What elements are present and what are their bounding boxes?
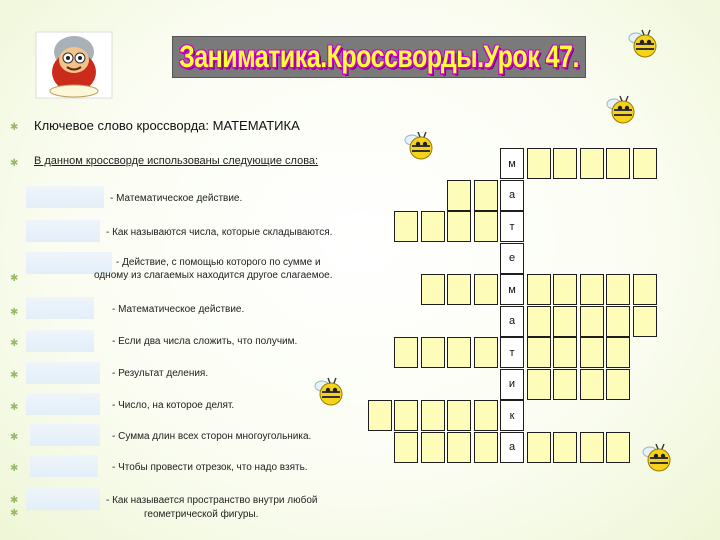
bullet-icon: ✱: [10, 495, 19, 506]
keyword-cell: е: [500, 243, 524, 274]
crossword-cell[interactable]: [447, 211, 471, 242]
crossword-cell[interactable]: [474, 274, 498, 305]
crossword-cell[interactable]: [447, 274, 471, 305]
bullet-icon: ✱: [10, 338, 19, 349]
bullet-icon: ✱: [10, 432, 19, 443]
clue-text: - Результат деления.: [112, 368, 209, 379]
crossword-cell[interactable]: [553, 432, 577, 463]
answer-box[interactable]: [26, 297, 94, 319]
crossword-cell[interactable]: [606, 148, 630, 179]
clue-text: - Математическое действие.: [112, 304, 245, 315]
crossword-cell[interactable]: [553, 148, 577, 179]
crossword-cell[interactable]: [606, 369, 630, 400]
crossword-cell[interactable]: [421, 400, 445, 431]
crossword-cell[interactable]: [527, 432, 551, 463]
keyword-line: Ключевое слово кроссворда: МАТЕМАТИКА: [34, 118, 300, 133]
crossword-cell[interactable]: [527, 274, 551, 305]
crossword-cell[interactable]: [580, 148, 604, 179]
crossword-cell[interactable]: [394, 400, 418, 431]
answer-box[interactable]: [26, 186, 104, 208]
answer-box[interactable]: [26, 330, 94, 352]
mascot-icon: [34, 30, 114, 100]
answer-box[interactable]: [30, 455, 98, 477]
crossword-cell[interactable]: [580, 274, 604, 305]
title-banner: [172, 36, 586, 78]
keyword-cell: т: [500, 337, 524, 368]
crossword-cell[interactable]: [474, 400, 498, 431]
clue-text: одному из слагаемых находится другое слагаемое.: [94, 270, 333, 281]
bee-icon: [640, 440, 674, 474]
answer-box[interactable]: [26, 488, 100, 510]
crossword-cell[interactable]: [447, 180, 471, 211]
clue-text: - Если два числа сложить, что получим.: [112, 336, 298, 347]
keyword-cell: к: [500, 400, 524, 431]
crossword-cell[interactable]: [421, 274, 445, 305]
bee-icon: [604, 92, 638, 126]
keyword-cell: а: [500, 306, 524, 337]
crossword-cell[interactable]: [394, 337, 418, 368]
crossword-cell[interactable]: [606, 274, 630, 305]
crossword-cell[interactable]: [580, 369, 604, 400]
crossword-cell[interactable]: [447, 432, 471, 463]
crossword-cell[interactable]: [553, 337, 577, 368]
crossword-cell[interactable]: [553, 306, 577, 337]
keyword-cell: м: [500, 274, 524, 305]
crossword-cell[interactable]: [633, 306, 657, 337]
crossword-cell[interactable]: [474, 180, 498, 211]
intro-line: В данном кроссворде использованы следующие слова:: [34, 155, 319, 167]
crossword-cell[interactable]: [447, 400, 471, 431]
crossword-cell[interactable]: [606, 306, 630, 337]
crossword-cell[interactable]: [580, 306, 604, 337]
keyword-cell: и: [500, 369, 524, 400]
answer-box[interactable]: [26, 362, 100, 384]
clue-text: геометрической фигуры.: [144, 509, 259, 520]
bullet-icon: ✱: [10, 402, 19, 413]
crossword-cell[interactable]: [606, 337, 630, 368]
crossword-cell[interactable]: [633, 148, 657, 179]
keyword-cell: а: [500, 432, 524, 463]
crossword-cell[interactable]: [527, 148, 551, 179]
page-title: Заниматика.Кроссворды.Урок 47.: [179, 38, 579, 74]
clue-text: - Сумма длин всех сторон многоугольника.: [112, 431, 312, 442]
answer-box[interactable]: [26, 393, 100, 415]
clue-text: - Чтобы провести отрезок, что надо взять.: [112, 462, 308, 473]
clue-text: - Действие, с помощью которого по сумме и: [116, 257, 321, 268]
answer-box[interactable]: [26, 220, 100, 242]
bullet-icon: ✱: [10, 307, 19, 318]
bullet-icon: ✱: [10, 273, 19, 284]
clue-text: - Как называются числа, которые складываются.: [106, 227, 333, 238]
crossword-cell[interactable]: [606, 432, 630, 463]
crossword-cell[interactable]: [447, 337, 471, 368]
crossword-cell[interactable]: [421, 337, 445, 368]
clue-text: - Как называется пространство внутри любой: [106, 495, 318, 506]
clue-text: - Число, на которое делят.: [112, 400, 235, 411]
keyword-cell: а: [500, 180, 524, 211]
crossword-cell[interactable]: [527, 369, 551, 400]
crossword-cell[interactable]: [474, 432, 498, 463]
bullet-icon: ✱: [10, 463, 19, 474]
crossword-cell[interactable]: [368, 400, 392, 431]
crossword-cell[interactable]: [580, 337, 604, 368]
bee-icon: [626, 26, 660, 60]
keyword-cell: т: [500, 211, 524, 242]
bee-icon: [402, 128, 436, 162]
crossword-cell[interactable]: [527, 337, 551, 368]
bullet-icon: ✱: [10, 158, 19, 169]
crossword-cell[interactable]: [553, 274, 577, 305]
crossword-cell[interactable]: [553, 369, 577, 400]
crossword-cell[interactable]: [474, 337, 498, 368]
crossword-cell[interactable]: [394, 432, 418, 463]
keyword-cell: м: [500, 148, 524, 179]
answer-box[interactable]: [30, 424, 100, 446]
bullet-icon: ✱: [10, 122, 19, 133]
bullet-icon: ✱: [10, 508, 19, 519]
crossword-cell[interactable]: [394, 211, 418, 242]
crossword-cell[interactable]: [633, 274, 657, 305]
crossword-cell[interactable]: [421, 432, 445, 463]
bullet-icon: ✱: [10, 370, 19, 381]
crossword-cell[interactable]: [421, 211, 445, 242]
clue-text: - Математическое действие.: [110, 193, 243, 204]
crossword-cell[interactable]: [527, 306, 551, 337]
bee-icon: [312, 374, 346, 408]
crossword-cell[interactable]: [474, 211, 498, 242]
crossword-cell[interactable]: [580, 432, 604, 463]
